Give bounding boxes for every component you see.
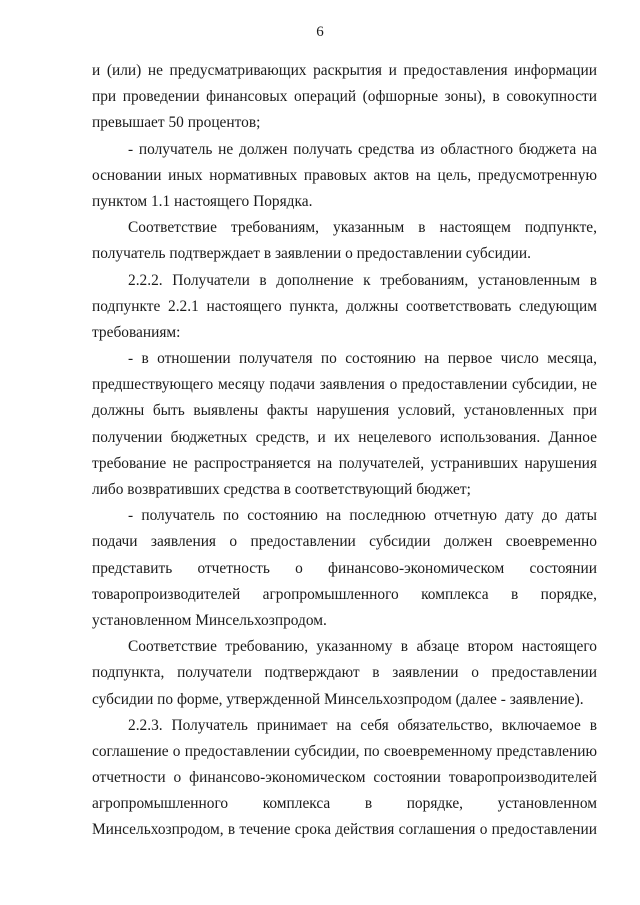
text-line: подпункте 2.2.1 настоящего пункта, должны соответствовать следующим xyxy=(92,297,597,315)
text-line: - получатель по состоянию на последнюю отчетную дату до даты xyxy=(128,507,597,525)
text-line: превышает 50 процентов; xyxy=(92,114,261,132)
text-line: либо возвративших средства в соответствующий бюджет; xyxy=(92,481,471,498)
text-line: получении бюджетных средств, и их нецелевого использования. Данное xyxy=(92,428,597,446)
text-line: пунктом 1.1 настоящего Порядка. xyxy=(92,192,313,210)
text-line: агропромышленного комплекса в порядке, установленном xyxy=(92,795,597,813)
text-line: отчетности о финансово-экономическом состоянии товаропроизводителей xyxy=(92,769,597,787)
text-line: Соответствие требованиям, указанным в настоящем подпункте, xyxy=(128,219,597,237)
text-line: субсидии по форме, утвержденной Минсельхозпродом (далее - заявление). xyxy=(92,690,584,708)
text-line: предшествующего месяцу подачи заявления о предоставлении субсидии, не xyxy=(92,376,597,394)
text-line: при проведении финансовых операций (офшорные зоны), в совокупности xyxy=(92,88,597,106)
text-line: основании иных нормативных правовых актов на цель, предусмотренную xyxy=(92,166,597,184)
text-line: Соответствие требованию, указанному в абзаце втором настоящего xyxy=(128,638,597,656)
text-line: представить отчетность о финансово-экономическом состоянии xyxy=(92,559,597,577)
text-line: - получатель не должен получать средства из областного бюджета на xyxy=(128,140,597,158)
text-line: соглашение о предоставлении субсидии, по своевременному представлению xyxy=(92,742,597,760)
text-line: Минсельхозпродом, в течение срока действия соглашения о предоставлении xyxy=(92,821,597,839)
text-line: 2.2.2. Получатели в дополнение к требованиям, установленным в xyxy=(128,271,597,289)
text-line: требование не распространяется на получателей, устранивших нарушения xyxy=(92,454,597,472)
text-line: должны быть выявлены факты нарушения условий, установленных при xyxy=(92,402,597,420)
text-line: подачи заявления о предоставлении субсидии должен своевременно xyxy=(92,533,597,551)
text-line: товаропроизводителей агропромышленного комплекса в порядке, xyxy=(92,585,597,603)
text-line: установленном Минсельхозпродом. xyxy=(92,611,327,629)
text-line: подпункта, получатели подтверждают в заявлении о предоставлении xyxy=(92,664,597,682)
document-body xyxy=(92,58,597,844)
text-line: и (или) не предусматривающих раскрытия и предоставления информации xyxy=(92,62,597,79)
text-line: 2.2.3. Получатель принимает на себя обязательство, включаемое в xyxy=(128,716,597,734)
text-line: получатель подтверждает в заявлении о предоставлении субсидии. xyxy=(92,245,531,263)
text-line: - в отношении получателя по состоянию на первое число месяца, xyxy=(128,350,597,368)
page-number: 6 xyxy=(316,24,324,40)
text-line: требованиям: xyxy=(92,323,181,341)
